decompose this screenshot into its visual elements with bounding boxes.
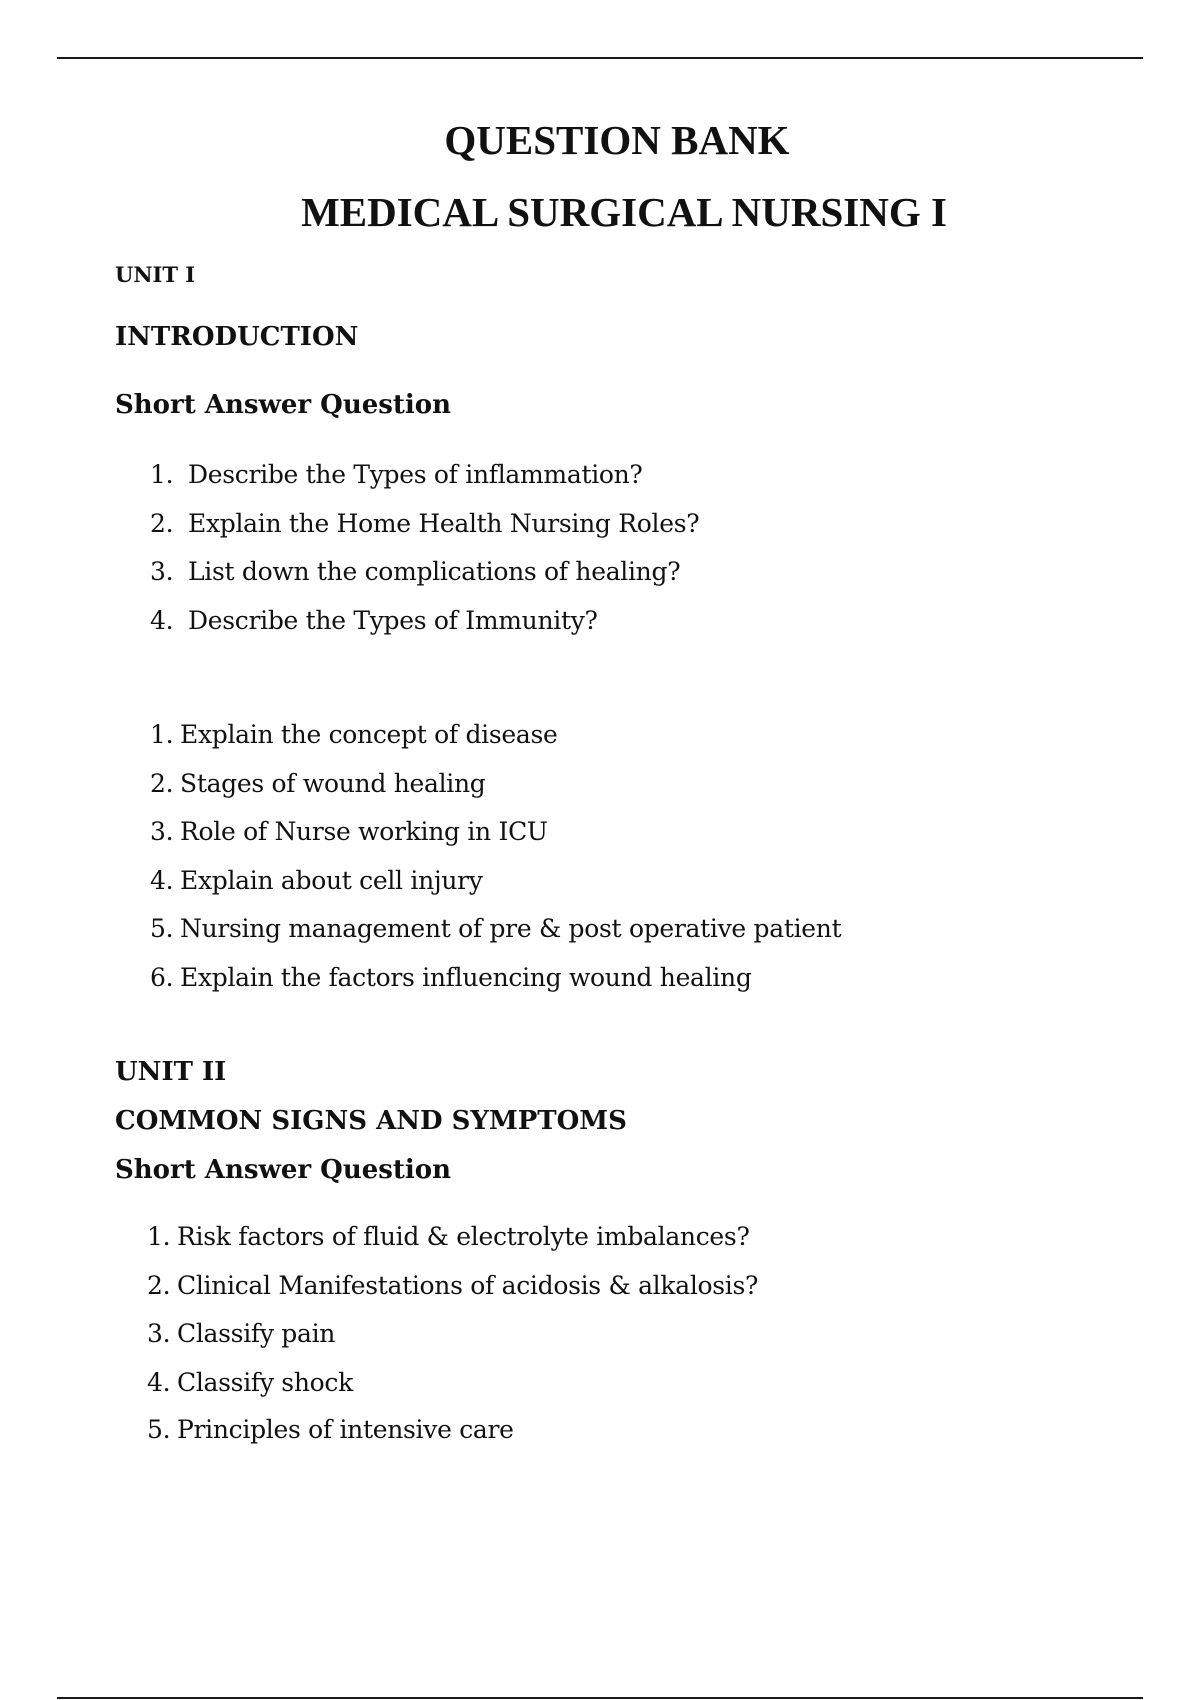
question-item: 1. Describe the Types of inflammation? (150, 460, 643, 489)
question-item: 2. Explain the Home Health Nursing Roles? (150, 509, 700, 538)
question-item: 3. Role of Nurse working in ICU (150, 817, 548, 846)
bottom-rule (57, 1697, 1143, 1699)
question-item: 2. Clinical Manifestations of acidosis & alkalosis? (147, 1271, 759, 1300)
question-item: 4. Describe the Types of Immunity? (150, 606, 598, 635)
question-item: 4. Classify shock (147, 1368, 353, 1397)
question-item: 5. Nursing management of pre & post operative patient (150, 914, 842, 943)
unit-1-label: UNIT I (115, 262, 196, 287)
question-item: 1. Risk factors of fluid & electrolyte imbalances? (147, 1222, 750, 1251)
question-item: 5. Principles of intensive care (147, 1415, 514, 1444)
unit-2-topic: COMMON SIGNS AND SYMPTOMS (115, 1106, 627, 1136)
question-item: 3. List down the complications of healing? (150, 557, 681, 586)
question-item: 4. Explain about cell injury (150, 866, 483, 895)
question-item: 2. Stages of wound healing (150, 769, 486, 798)
unit-1-section-label: Short Answer Question (115, 390, 452, 420)
page-title: QUESTION BANK (444, 117, 790, 163)
subject-title: MEDICAL SURGICAL NURSING I (301, 189, 947, 235)
question-item: 6. Explain the factors influencing wound healing (150, 963, 752, 992)
question-item: 1. Explain the concept of disease (150, 720, 558, 749)
top-rule (57, 57, 1143, 59)
unit-2-section-label: Short Answer Question (115, 1155, 452, 1185)
unit-2-label: UNIT II (115, 1057, 227, 1087)
question-item: 3. Classify pain (147, 1319, 336, 1348)
unit-1-topic: INTRODUCTION (115, 322, 359, 352)
